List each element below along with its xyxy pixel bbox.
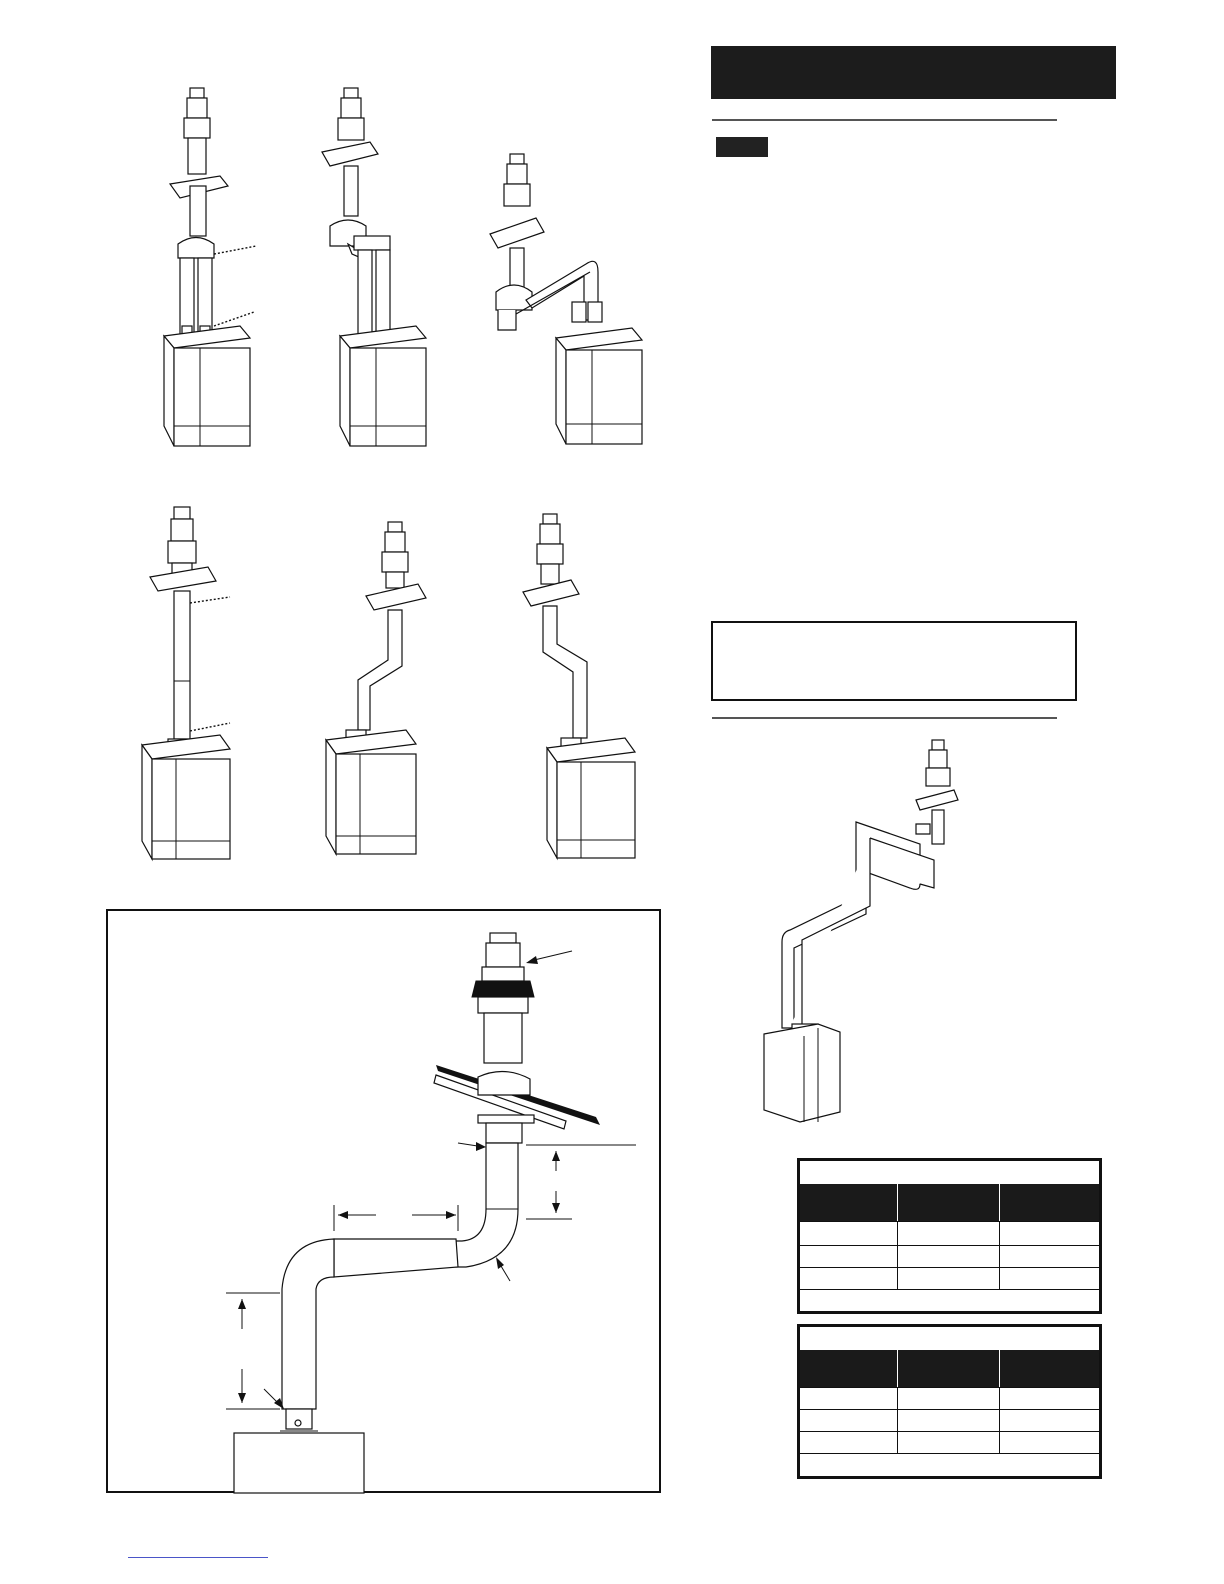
vent-config-1	[150, 86, 270, 456]
vent-config-3	[486, 152, 656, 452]
vent-config-2	[318, 86, 438, 456]
spec-table-2	[797, 1324, 1102, 1479]
section-header-bar	[711, 46, 1116, 99]
table-header-row	[800, 1181, 1099, 1221]
vent-detail-diagram	[106, 909, 661, 1493]
divider-middle	[712, 717, 1057, 719]
vent-config-5	[322, 520, 442, 860]
footer-link[interactable]	[128, 1557, 268, 1558]
table-header-row	[800, 1347, 1099, 1387]
spec-table-1	[797, 1158, 1102, 1314]
callout-box	[711, 621, 1077, 701]
offset-vent-illustration	[760, 738, 970, 1128]
vent-config-6	[523, 512, 643, 862]
divider-top	[712, 119, 1057, 121]
vent-config-4	[138, 505, 258, 865]
note-tag	[716, 137, 768, 157]
